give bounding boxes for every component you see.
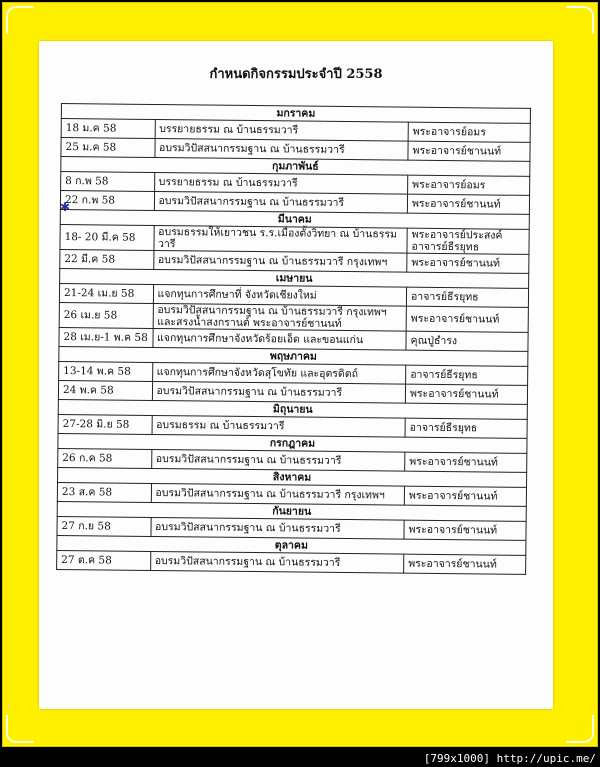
responsible-person xyxy=(404,554,526,574)
responsible-person xyxy=(407,228,529,254)
responsible-person xyxy=(405,452,527,472)
activity-line: บรรยายธรรม ณ บ้านธรรมวารี xyxy=(158,175,298,190)
month-name: สิงหาคม xyxy=(58,468,527,488)
activity-line: อบรมวิปัสสนากรรมฐาน ณ บ้านธรรมวารี กรุงเทพฯ xyxy=(157,304,387,319)
activity-date: 26 ก.ค 58 xyxy=(58,449,152,469)
document-title: กำหนดกิจกรรมประจำปี 2558 xyxy=(209,67,383,82)
corner-ornament xyxy=(566,715,594,743)
activity-date: 18- 20 มี.ค 58 xyxy=(60,224,154,250)
person-line: อาจารย์ธีรยุทธ xyxy=(411,240,480,254)
activity-line: และสรงน้ำสงกรานต์ พระอาจารย์ชานนท์ xyxy=(157,316,342,331)
activity-date: 27 ต.ค 58 xyxy=(57,551,151,571)
activity-line: บรรยายธรรม ณ บ้านธรรมวารี xyxy=(159,122,299,137)
activity-date: 27-28 มิ.ย 58 xyxy=(58,415,152,435)
responsible-person xyxy=(406,306,528,332)
responsible-person xyxy=(408,122,530,142)
activity-description xyxy=(154,172,408,194)
month-name: มีนาคม xyxy=(60,209,529,229)
activity-date: 24 พ.ค 58 xyxy=(58,381,152,401)
activity-line: อบรมธรรมให้เยาวชน ร.ร.เมืองตั้งวิทยา ณ บ้านธรรมวารี xyxy=(157,226,398,251)
month-name: พฤษภาคม xyxy=(59,347,528,367)
activity-line: อบรมวิปัสสนากรรมฐาน ณ บ้านธรรมวารี กรุงเทพฯ xyxy=(155,487,385,502)
corner-ornament xyxy=(6,715,34,743)
month-name: เมษายน xyxy=(60,269,529,289)
person-line: พระอาจารย์ชานนท์ xyxy=(412,144,502,158)
month-name: มิถุนายน xyxy=(58,400,527,420)
responsible-person xyxy=(408,141,530,161)
month-name: มกราคม xyxy=(61,104,530,124)
responsible-person xyxy=(407,194,529,214)
person-line: พระอาจารย์ชานนท์ xyxy=(409,387,499,401)
activity-line: อบรมวิปัสสนากรรมฐาน ณ บ้านธรรมวารี xyxy=(155,453,342,468)
activity-line: อบรมธรรม ณ บ้านธรรมวารี xyxy=(156,419,285,433)
document-page xyxy=(39,41,553,709)
activity-line: อบรมวิปัสสนากรรมฐาน ณ บ้านธรรมวารี xyxy=(158,194,345,209)
person-line: พระอาจารย์ชานนท์ xyxy=(408,523,498,537)
activity-line: อบรมวิปัสสนากรรมฐาน ณ บ้านธรรมวารี xyxy=(158,141,345,156)
person-line: พระอาจารย์ประสงค์ xyxy=(411,228,503,242)
corner-ornament xyxy=(566,6,594,34)
activity-date: 22 มี.ค 58 xyxy=(60,250,154,270)
activity-line: แจกทุนการศึกษาจังหวัดร้อยเอ็ด และขอนแก่น xyxy=(156,332,364,347)
image-size-caption: [799x1000] http://upic.me/ xyxy=(423,752,596,765)
activity-date: 8 ก.พ 58 xyxy=(61,172,155,192)
person-line: พระอาจารย์ชานนท์ xyxy=(411,197,501,211)
activity-description xyxy=(152,416,406,438)
schedule-table-body xyxy=(57,104,531,575)
responsible-person xyxy=(404,486,526,506)
activity-date: 27 ก.ย 58 xyxy=(57,517,151,537)
activity-line: อบรมวิปัสสนากรรมฐาน ณ บ้านธรรมวารี กรุงเทพฯ xyxy=(157,254,388,269)
activity-date: 21-24 เม.ย 58 xyxy=(59,284,153,304)
responsible-person xyxy=(406,365,528,385)
responsible-person xyxy=(404,520,526,540)
activity-line: อบรมวิปัสสนากรรมฐาน ณ บ้านธรรมวารี xyxy=(155,521,341,536)
activity-description xyxy=(154,191,408,213)
activity-description xyxy=(153,225,407,253)
person-line: พระอาจารย์ชานนท์ xyxy=(411,256,500,270)
month-name: กรกฎาคม xyxy=(58,434,527,454)
yellow-frame xyxy=(2,2,598,747)
activity-date: 18 ม.ค 58 xyxy=(61,119,155,139)
activity-line: แจกทุนการศึกษาที่ จังหวัดเชียงใหม่ xyxy=(157,288,317,302)
responsible-person xyxy=(406,287,528,307)
person-line: พระอาจารย์อมร xyxy=(412,125,486,139)
responsible-person xyxy=(405,384,527,404)
activity-date: 13-14 พ.ค 58 xyxy=(59,362,153,382)
responsible-person xyxy=(407,253,529,273)
activity-description xyxy=(151,484,405,506)
activity-description xyxy=(150,552,404,574)
corner-ornament xyxy=(6,6,34,34)
month-name: กุมภาพันธ์ xyxy=(61,157,530,177)
month-name: กันยายน xyxy=(57,502,526,522)
responsible-person xyxy=(408,175,530,195)
activity-description xyxy=(155,119,409,141)
person-line: คุณปู่ธำรง xyxy=(410,334,458,348)
person-line: อาจารย์ธีรยุทธ xyxy=(410,290,479,304)
table-row xyxy=(57,551,526,575)
person-line: พระอาจารย์อมร xyxy=(412,178,486,192)
person-line: อาจารย์ธีรยุทธ xyxy=(409,421,478,435)
activity-description xyxy=(151,450,405,472)
person-line: พระอาจารย์ชานนท์ xyxy=(410,312,500,326)
activity-date: 28 เม.ย-1 พ.ค 58 xyxy=(59,328,153,348)
person-line: พระอาจารย์ชานนท์ xyxy=(409,455,498,469)
activity-line: อบรมวิปัสสนากรรมฐาน ณ บ้านธรรมวารี xyxy=(156,385,343,400)
responsible-person xyxy=(405,418,527,438)
person-line: พระอาจารย์ชานนท์ xyxy=(408,557,497,571)
person-line: พระอาจารย์ชานนท์ xyxy=(408,489,498,503)
activity-line: อบรมวิปัสสนากรรมฐาน ณ บ้านธรรมวารี xyxy=(154,555,341,570)
handwritten-star-mark: ✱ xyxy=(60,200,71,214)
activity-description xyxy=(153,304,407,332)
month-name: ตุลาคม xyxy=(57,536,526,556)
activity-date: 23 ส.ค 58 xyxy=(57,483,151,503)
activity-date: 25 ม.ค 58 xyxy=(61,138,155,158)
schedule-table xyxy=(56,103,531,575)
person-line: อาจารย์ธีรยุทธ xyxy=(410,368,478,382)
activity-date: 26 เม.ย 58 xyxy=(59,303,153,329)
activity-description xyxy=(154,138,408,160)
activity-date: 22 ก.พ 58 xyxy=(60,191,154,211)
responsible-person xyxy=(406,331,528,351)
activity-line: แจกทุนการศึกษาจังหวัดสุโขทัย และอุตรดิตถ์ xyxy=(156,366,359,381)
